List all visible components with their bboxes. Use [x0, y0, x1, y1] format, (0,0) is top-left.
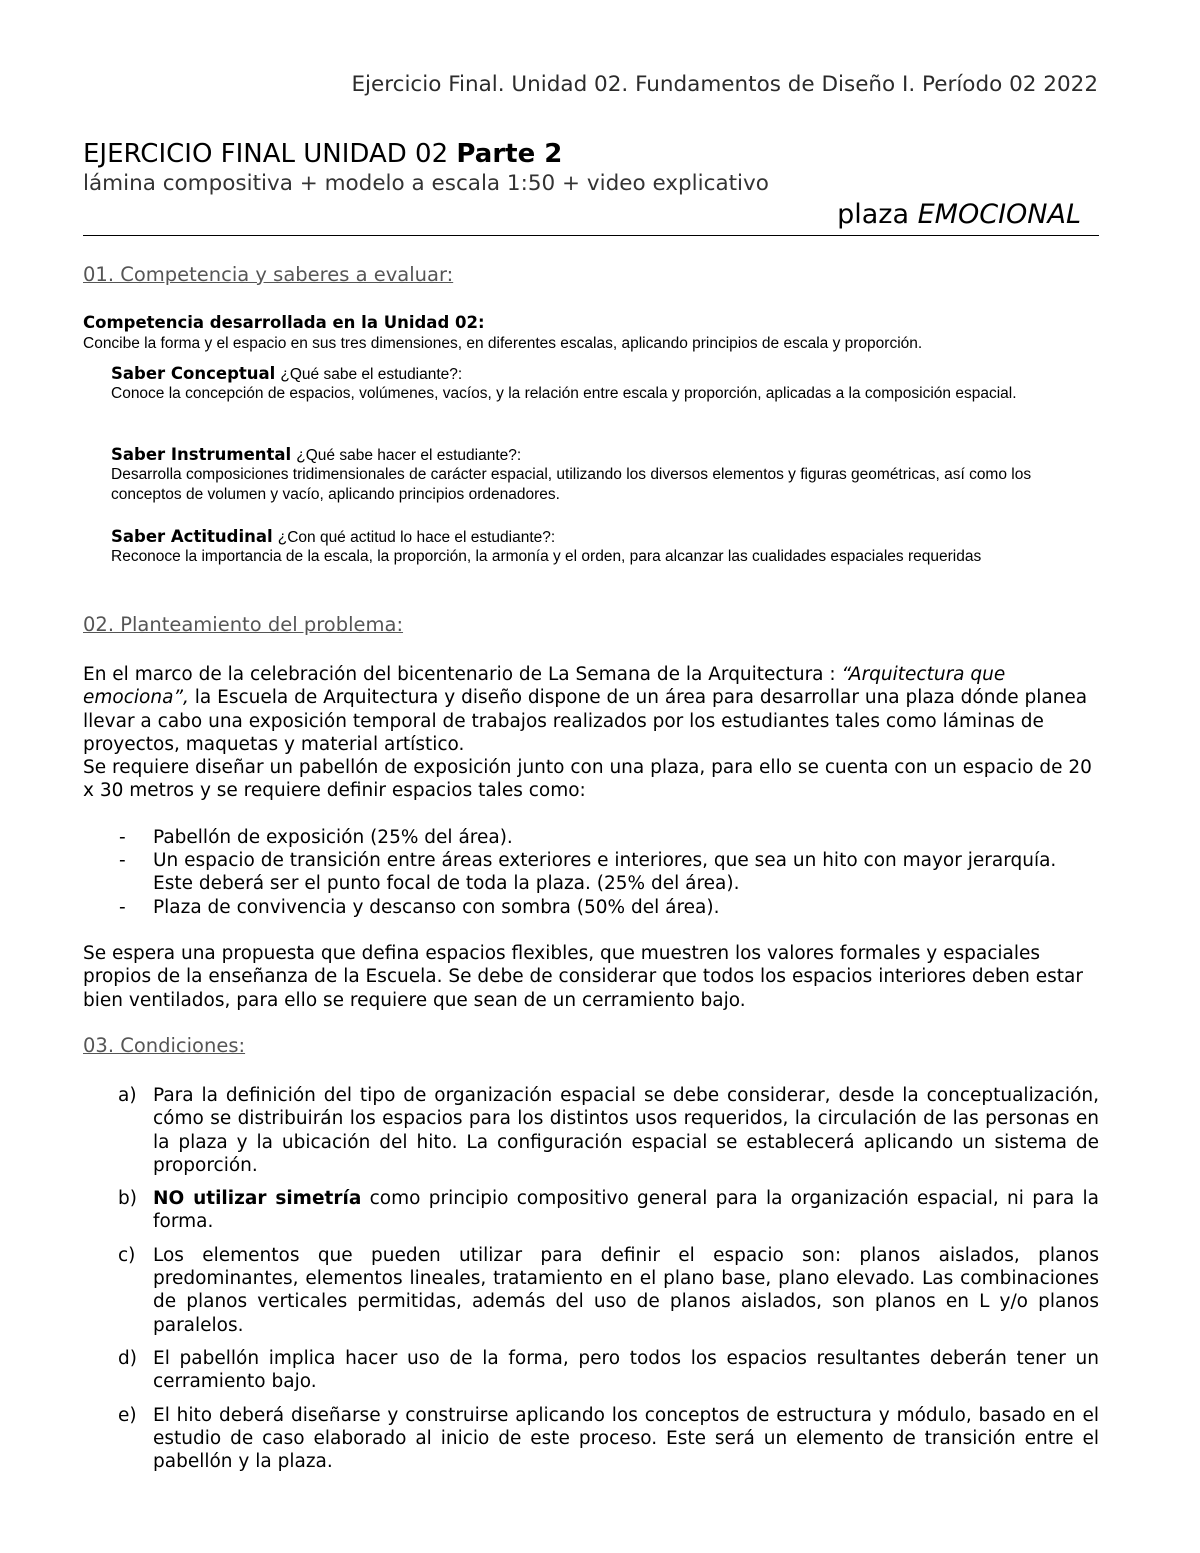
saber-conceptual	[111, 364, 1099, 404]
problem-paragraph-1	[83, 663, 1099, 756]
condition-text: Los elementos que pueden utilizar para definir el espacio son: planos aislados, planos predominantes, elementos lineales, tratamiento en el plano base, plano elevado. Las combinaciones de planos verticales permitidas, además del uso de planos aislados, son planos en L y/o planos paralelos.	[153, 1244, 1099, 1336]
running-header: Ejercicio Final. Unidad 02. Fundamentos de Diseño I. Período 02 2022	[351, 72, 1098, 97]
list-item	[83, 1244, 1099, 1337]
list-item: - Plaza de convivencia y descanso con sombra (50% del área).	[83, 896, 1099, 919]
competencia-title: Competencia desarrollada en la Unidad 02:	[83, 313, 485, 332]
saber-question: ¿Qué sabe el estudiante?:	[280, 366, 463, 383]
saber-title: Saber Actitudinal	[111, 527, 273, 546]
document-title	[83, 138, 1099, 170]
document-subtitle: lámina compositiva + modelo a escala 1:50 + video explicativo	[83, 171, 769, 196]
plaza-emphasis: EMOCIONAL	[917, 199, 1081, 230]
competencia-block	[83, 312, 1099, 354]
plaza-word: plaza	[837, 199, 910, 230]
section-3-heading: 03. Condiciones:	[83, 1034, 246, 1057]
problem-paragraph-2: Se requiere diseñar un pabellón de exposición junto con una plaza, para ello se cuenta con un espacio de 20 x 30 metros y se requiere definir espacios tales como:	[83, 757, 1092, 802]
list-marker: a)	[118, 1085, 137, 1106]
saber-instrumental	[111, 445, 1099, 505]
list-marker: e)	[118, 1404, 137, 1426]
condition-text: Para la definición del tipo de organización espacial se debe considerar, desde la conceptualización, cómo se distribuirán los espacios para los distintos usos requeridos, la circulación de las personas en la plaza y la ubicación del hito. La configuración espacial se establecerá aplicando un sistema de proporción.	[153, 1085, 1099, 1176]
section-2-heading: 02. Planteamiento del problema:	[83, 613, 404, 636]
list-marker: c)	[118, 1244, 136, 1266]
list-item	[83, 1187, 1099, 1234]
conditions-block	[83, 1084, 1099, 1483]
competencia-text: Concibe la forma y el espacio en sus tres dimensiones, en diferentes escalas, aplicando principios de escala y proporción.	[83, 335, 923, 352]
title-part: Parte 2	[456, 139, 563, 169]
saber-title: Saber Conceptual	[111, 364, 276, 383]
problem-paragraph-3: Se espera una propuesta que defina espacios flexibles, que muestren los valores formales y espaciales propios de la enseñanza de la Escuela. Se debe de considerar que todos los espacios interiores deben estar bien ventilados, para ello se requiere que sean de un cerramiento bajo.	[83, 942, 1083, 1011]
saber-title: Saber Instrumental	[111, 445, 292, 464]
p1-text-cont: la Escuela de Arquitectura y diseño dispone de un área para desarrollar una plaza dónde planea llevar a cabo una exposición temporal de trabajos realizados por los estudiantes tales como láminas de proyectos, maquetas y material artístico.	[83, 687, 1088, 755]
condition-text: como principio compositivo general para la organización espacial, ni para la forma.	[153, 1188, 1099, 1233]
title-rule	[83, 235, 1099, 236]
list-item	[83, 1347, 1099, 1394]
condition-text: El hito deberá diseñarse y construirse aplicando los conceptos de estructura y módulo, basado en el estudio de caso elaborado al inicio de este proceso. Este será un elemento de transición entre el pabellón y la plaza.	[153, 1404, 1099, 1473]
saber-question: ¿Con qué actitud lo hace el estudiante?:	[277, 529, 556, 546]
list-item: - Pabellón de exposición (25% del área).	[83, 826, 1099, 849]
saber-text: Reconoce la importancia de la escala, la proporción, la armonía y el orden, para alcanzar las cualidades espaciales requeridas	[111, 548, 982, 565]
title-block	[83, 138, 1099, 232]
condition-text: El pabellón implica hacer uso de la forma, pero todos los espacios resultantes deberán tener un cerramiento bajo.	[153, 1347, 1099, 1393]
list-item	[83, 1084, 1099, 1177]
list-item: - Un espacio de transición entre áreas exteriores e interiores, que sea un hito con mayor jerarquía. Este deberá ser el punto focal de toda la plaza. (25% del área).	[83, 849, 1099, 896]
list-item	[83, 1404, 1099, 1474]
problem-statement	[83, 663, 1099, 1012]
condition-bold: NO utilizar simetría	[153, 1188, 362, 1210]
p1-text: En el marco de la celebración del bicentenario de La Semana de la Arquitectura :	[83, 664, 842, 685]
saber-text: Conoce la concepción de espacios, volúmenes, vacíos, y la relación entre escala y proporción, aplicadas a la composición espacial.	[111, 385, 1017, 402]
saber-actitudinal	[111, 527, 1099, 567]
conditions-list	[83, 1084, 1099, 1473]
list-marker: d)	[118, 1347, 137, 1369]
plaza-title	[83, 198, 1081, 232]
saber-question: ¿Qué sabe hacer el estudiante?:	[296, 447, 522, 464]
saber-text: Desarrolla composiciones tridimensionales de carácter espacial, utilizando los diversos elementos y figuras geométricas, así como los conceptos de volumen y vacío, aplicando principios ordenadores.	[111, 466, 1032, 503]
requirements-list	[83, 826, 1099, 919]
section-1-heading: 01. Competencia y saberes a evaluar:	[83, 263, 454, 286]
list-marker: b)	[118, 1188, 137, 1210]
p1-quote: “Arquitectura que emociona”,	[83, 664, 1006, 709]
title-main: EJERCICIO FINAL UNIDAD 02	[83, 139, 449, 169]
